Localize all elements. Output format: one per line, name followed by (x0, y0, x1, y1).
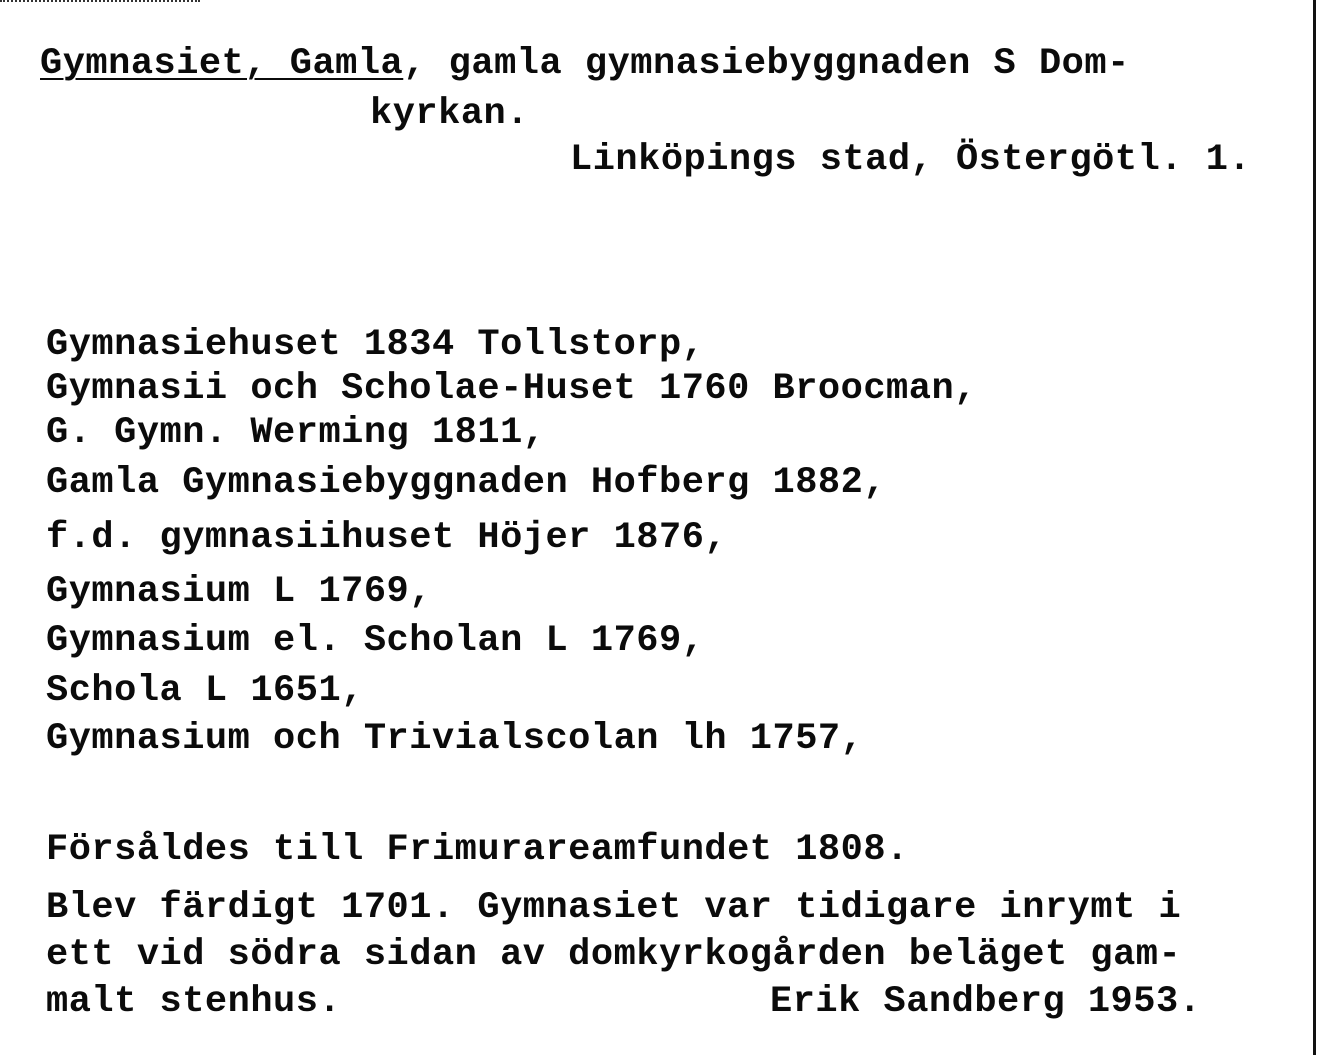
name-entry: G. Gymn. Werming 1811, (46, 412, 546, 454)
name-entry: Gymnasium och Trivialscolan lh 1757, (46, 718, 864, 760)
author-signature: Erik Sandberg 1953. (770, 981, 1202, 1023)
name-entry: Schola L 1651, (46, 670, 364, 712)
history-line: ett vid södra sidan av domkyrkogården beläget gam- (46, 934, 1182, 976)
card-heading (40, 44, 1130, 84)
name-entry: f.d. gymnasiihuset Höjer 1876, (46, 517, 728, 559)
heading-title: Gymnasiet, Gamla (40, 43, 404, 85)
heading-location: Linköpings stad, Östergötl. 1. (570, 139, 1252, 181)
name-entry: Gymnasii och Scholae-Huset 1760 Broocman, (46, 368, 977, 410)
history-line: malt stenhus. (46, 981, 342, 1023)
history-line: Blev färdigt 1701. Gymnasiet var tidigare inrymt i (46, 887, 1182, 929)
name-entry: Gamla Gymnasiebyggnaden Hofberg 1882, (46, 462, 887, 504)
scan-specks (0, 0, 200, 6)
name-entry: Gymnasium L 1769, (46, 571, 432, 613)
heading-continuation: kyrkan. (370, 93, 529, 135)
card-edge (1313, 0, 1316, 1055)
name-entry: Gymnasium el. Scholan L 1769, (46, 620, 705, 662)
name-entry: Gymnasiehuset 1834 Tollstorp, (46, 324, 705, 366)
sale-note: Försåldes till Frimurareamfundet 1808. (46, 829, 909, 871)
heading-title-rest: , gamla gymnasiebyggnaden S Dom- (403, 43, 1130, 85)
